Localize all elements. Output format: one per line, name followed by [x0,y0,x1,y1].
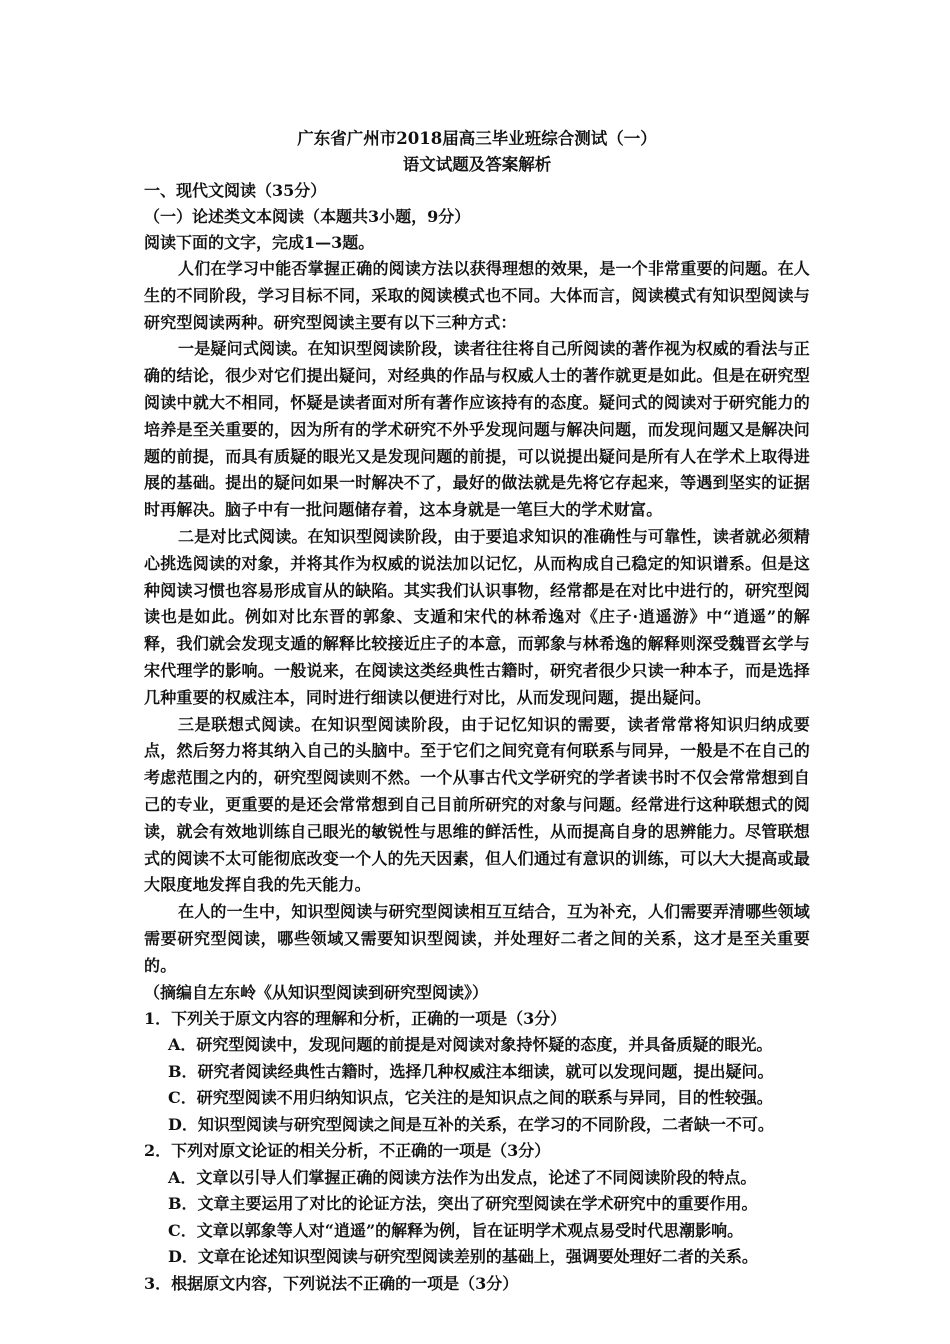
document-subtitle: 语文试题及答案解析 [402,155,552,174]
paragraph-association: 三是联想式阅读。在知识型阅读阶段，由于记忆知识的需要，读者常常将知识归纳成要点，然后努力将其纳入自己的头脑中。至于它们之间究竟有何联系与同异，一般是不在自己的考虑范围之内的，研究型阅读则不然。一个从事古代文学研究的学者读书时不仅会常常想到自己的专业，更重要的是还会常常想到自己目前所研究的对象与问题。经常进行这种联想式的阅读，就会有效地训练自己眼光的敏锐性与思维的鲜活性，从而提高自身的思辨能力。尽管联想式的阅读不太可能彻底改变一个人的先天因素，但人们通过有意识的训练，可以大大提高或最大限度地发挥自我的先天能力。 [144,714,810,895]
question-option: D．知识型阅读与研究型阅读之间是互补的关系，在学习的不同阶段，二者缺一不可。 [168,1114,774,1134]
question-option: B．文章主要运用了对比的论证方法，突出了研究型阅读在学术研究中的重要作用。 [168,1194,758,1214]
section-heading: 一、现代文阅读（35分） [144,181,327,200]
reading-instruction: 阅读下面的文字，完成1—3题。 [144,233,375,252]
subsection-heading: （一）论述类文本阅读（本题共3小题，9分） [144,207,471,226]
question-option: C．研究型阅读不用归纳知识点，它关注的是知识点之间的联系与异同，目的性较强。 [168,1088,773,1108]
document-title: 广东省广州市2018届高三毕业班综合测试（一） [297,129,657,148]
question-stem: 2．下列对原文论证的相关分析，不正确的一项是（3分） [144,1141,551,1161]
paragraph-conclusion: 在人的一生中，知识型阅读与研究型阅读相互互结合，互为补充，人们需要弄清哪些领域需要研究型阅读，哪些领域又需要知识型阅读，并处理好二者之间的关系，这才是至关重要的。 [144,902,810,975]
question-option: A．文章以引导人们掌握正确的阅读方法作为出发点，论述了不同阅读阶段的特点。 [168,1167,757,1187]
document-page [144,126,810,1297]
question-stem: 3．根据原文内容，下列说法不正确的一项是（3分） [144,1273,519,1293]
question-option: A．研究型阅读中，发现问题的前提是对阅读对象持怀疑的态度，并具备质疑的眼光。 [168,1035,773,1055]
question-stem: 1．下列关于原文内容的理解和分析，正确的一项是（3分） [144,1008,567,1028]
paragraph-questioning: 一是疑问式阅读。在知识型阅读阶段，读者往往将自己所阅读的著作视为权威的看法与正确的结论，很少对它们提出疑问，对经典的作品与权威人士的著作就更是如此。但是在研究型阅读中就大不相同，怀疑是读者面对所有著作应该持有的态度。疑问式的阅读对于研究能力的培养是至关重要的，因为所有的学术研究不外乎发现问题与解决问题，而发现问题又是解决问题的前提，而具有质疑的眼光又是发现问题的前提，可以说提出疑问是所有人在学术上取得进展的基础。提出的疑问如果一时解决不了，最好的做法就是先将它存起来，等遇到坚实的证据时再解决。脑子中有一批问题储存着，这本身就是一笔巨大的学术财富。 [144,339,810,520]
question-option: D．文章在论述知识型阅读与研究型阅读差别的基础上，强调要处理好二者的关系。 [168,1247,758,1267]
question-option: C．文章以郭象等人对“逍遥”的解释为例，旨在证明学术观点易受时代思潮影响。 [168,1220,744,1240]
question-option: B．研究者阅读经典性古籍时，选择几种权威注本细读，就可以发现问题，提出疑问。 [168,1061,774,1081]
source-citation: （摘编自左东岭《从知识型阅读到研究型阅读》） [144,982,489,1002]
paragraph-intro: 人们在学习中能否掌握正确的阅读方法以获得理想的效果，是一个非常重要的问题。在人生的不同阶段，学习目标不同，采取的阅读模式也不同。大体而言，阅读模式有知识型阅读与研究型阅读两种。研究型阅读主要有以下三种方式： [144,259,810,332]
paragraph-comparison: 二是对比式阅读。在知识型阅读阶段，由于要追求知识的准确性与可靠性，读者就必须精心挑选阅读的对象，并将其作为权威的说法加以记忆，从而构成自己稳定的知识谱系。但是这种阅读习惯也容易形成盲从的缺陷。其实我们认识事物，经常都是在对比中进行的，研究型阅读也是如此。例如对比东晋的郭象、支遁和宋代的林希逸对《庄子·逍遥游》中“逍遥”的解释，我们就会发现支遁的解释比较接近庄子的本意，而郭象与林希逸的解释则深受魏晋玄学与宋代理学的影响。一般说来，在阅读这类经典性古籍时，研究者很少只读一种本子，而是选择几种重要的权威注本，同时进行细读以便进行对比，从而发现问题，提出疑问。 [144,526,810,707]
